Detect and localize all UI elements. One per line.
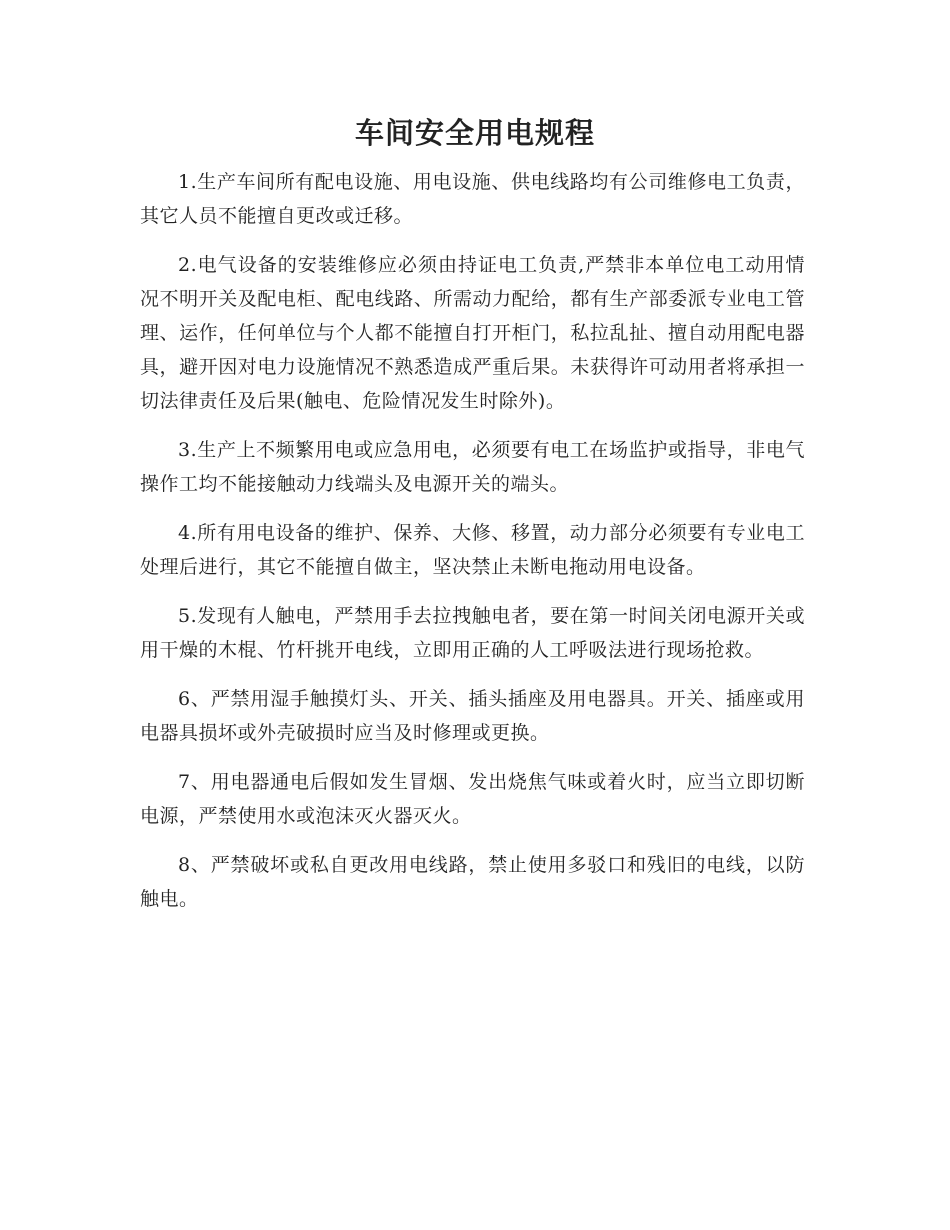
paragraph-3: 3.生产上不频繁用电或应急用电，必须要有电工在场监护或指导，非电气操作工均不能接触动力线端头及电源开关的端头。 bbox=[140, 439, 805, 495]
paragraph-8: 8、严禁破坏或私自更改用电线路，禁止使用多驳口和残旧的电线，以防触电。 bbox=[140, 854, 805, 910]
document-body bbox=[140, 165, 805, 931]
paragraph-6: 6、严禁用湿手触摸灯头、开关、插头插座及用电器具。开关、插座或用电器具损坏或外壳破损时应当及时修理或更换。 bbox=[140, 688, 805, 744]
paragraph-5: 5.发现有人触电，严禁用手去拉拽触电者，要在第一时间关闭电源开关或用干燥的木棍、竹杆挑开电线，立即用正确的人工呼吸法进行现场抢救。 bbox=[140, 605, 805, 661]
paragraph-2: 2.电气设备的安装维修应必须由持证电工负责,严禁非本单位电工动用情况不明开关及配电柜、配电线路、所需动力配给，都有生产部委派专业电工管理、运作，任何单位与个人都不能擅自打开柜门，私拉乱扯、擅自动用配电器具，避开因对电力设施情况不熟悉造成严重后果。未获得许可动用者将承担一切法律责任及后果(触电、危险情况发生时除外)。 bbox=[140, 254, 805, 412]
paragraph-7: 7、用电器通电后假如发生冒烟、发出烧焦气味或着火时，应当立即切断电源，严禁使用水或泡沫灭火器灭火。 bbox=[140, 771, 805, 827]
paragraph-4: 4.所有用电设备的维护、保养、大修、移置，动力部分必须要有专业电工处理后进行，其它不能擅自做主，坚决禁止未断电拖动用电设备。 bbox=[140, 522, 805, 578]
document-title: 车间安全用电规程 bbox=[354, 116, 595, 150]
paragraph-1: 1.生产车间所有配电设施、用电设施、供电线路均有公司维修电工负责，其它人员不能擅自更改或迁移。 bbox=[140, 171, 805, 227]
